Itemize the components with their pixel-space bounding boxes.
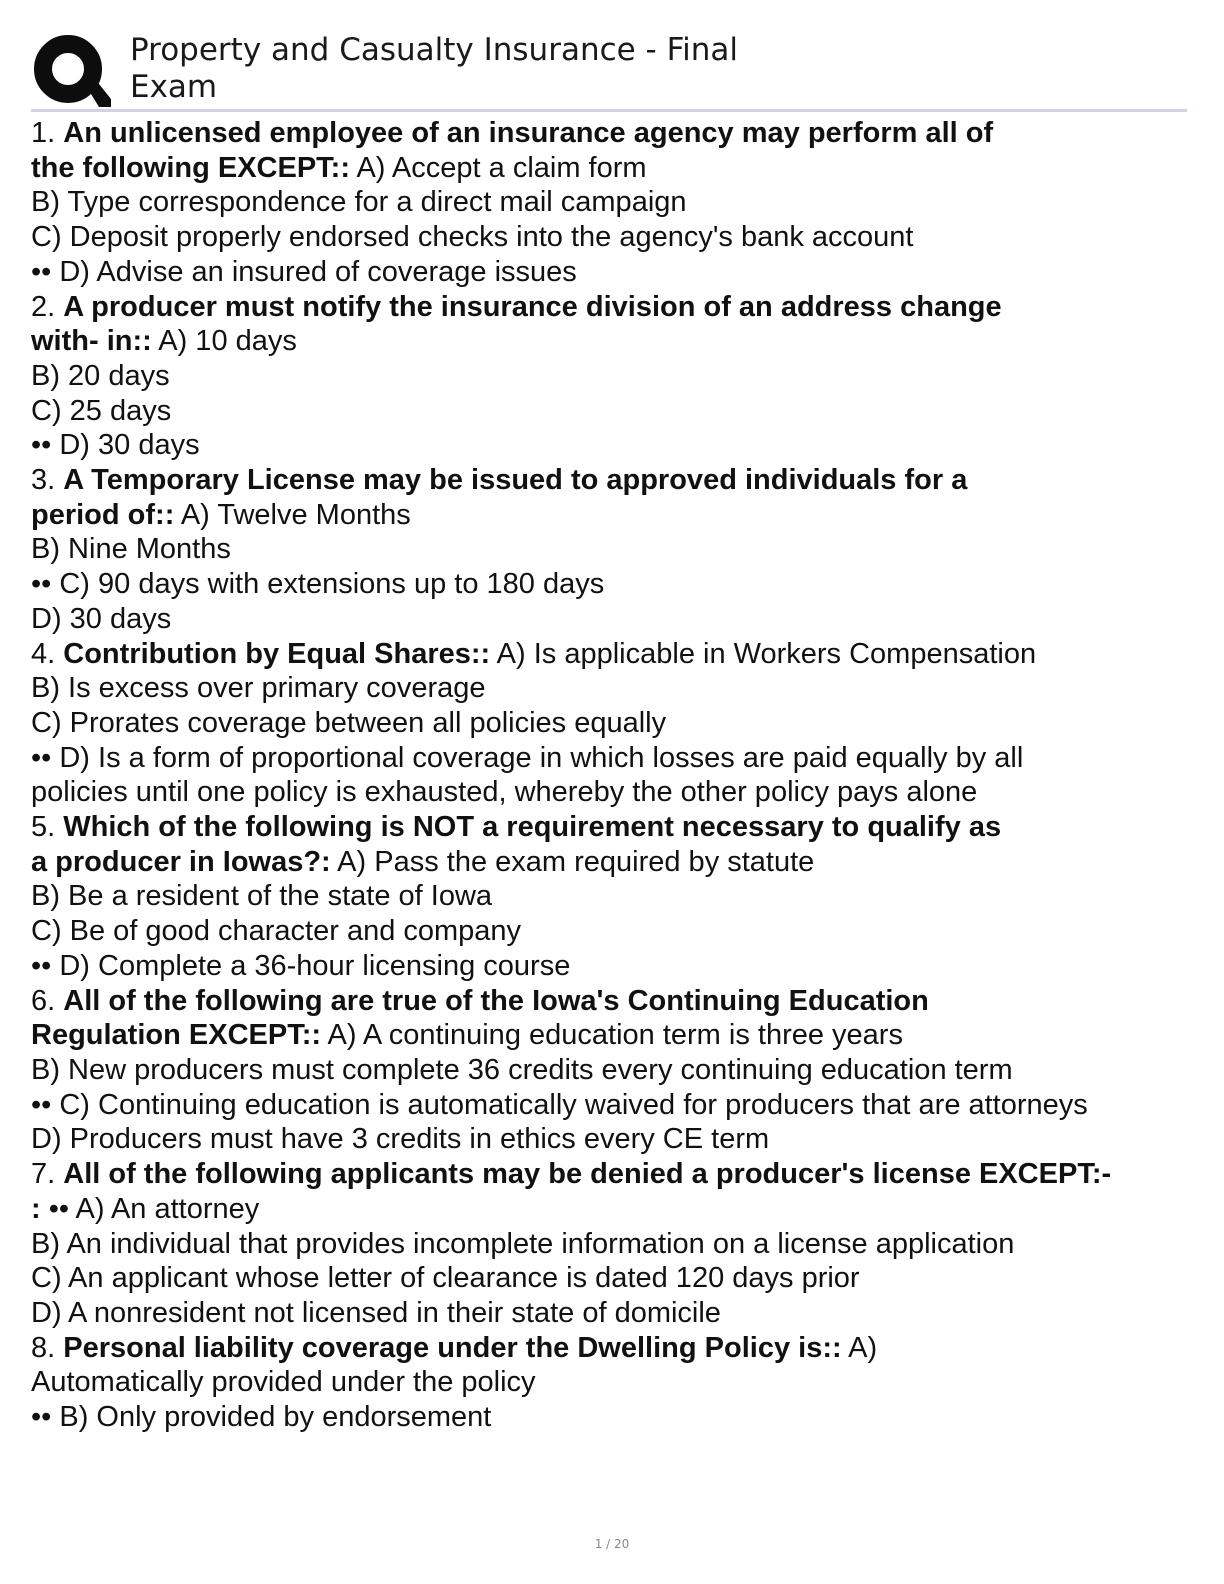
- question-text: Regulation EXCEPT::: [31, 1019, 322, 1052]
- answer-text: C) 25 days: [31, 394, 172, 427]
- text-line: [31, 567, 1206, 602]
- text-line: [31, 1157, 1206, 1192]
- answer-text: C) Be of good character and company: [31, 915, 522, 948]
- text-line: [31, 1365, 1206, 1400]
- question-number: 7.: [31, 1158, 64, 1191]
- question-number: 3.: [31, 464, 64, 497]
- title-line-2: Exam: [130, 69, 218, 105]
- title-line-1: Property and Casualty Insurance - Final: [130, 32, 739, 68]
- text-line: [31, 116, 1206, 151]
- text-line: [31, 1261, 1206, 1296]
- answer-text: B) Nine Months: [31, 533, 231, 566]
- question-number: 6.: [31, 984, 64, 1017]
- question-text: A producer must notify the insurance division of an address change: [63, 290, 1002, 323]
- answer-text: A): [841, 1331, 878, 1364]
- answer-text: A) 10 days: [151, 325, 297, 358]
- text-line: [31, 185, 1206, 220]
- text-line: [31, 671, 1206, 706]
- text-line: [31, 1331, 1206, 1366]
- quizlet-logo-icon: [31, 33, 111, 109]
- text-line: [31, 255, 1206, 290]
- text-line: [31, 879, 1206, 914]
- answer-text: A) Accept a claim form: [350, 151, 647, 184]
- text-line: [31, 984, 1206, 1019]
- text-line: [31, 706, 1206, 741]
- question-text: All of the following applicants may be denied a producer's license EXCEPT:-: [63, 1158, 1112, 1191]
- answer-text: A) Is applicable in Workers Compensation: [490, 637, 1037, 670]
- text-line: [31, 775, 1206, 810]
- text-line: [31, 1018, 1206, 1053]
- question-number: 5.: [31, 811, 64, 844]
- question-text: period of::: [31, 498, 175, 531]
- answer-text: D) Producers must have 3 credits in ethics every CE term: [31, 1123, 770, 1156]
- page-number: 1 / 20: [594, 1537, 630, 1551]
- text-line: [31, 532, 1206, 567]
- answer-text: A) Twelve Months: [174, 498, 411, 531]
- header-divider: [31, 109, 1187, 112]
- answer-text: A) Pass the exam required by statute: [330, 845, 815, 878]
- answer-text: B) Is excess over primary coverage: [31, 672, 486, 705]
- text-line: [31, 845, 1206, 880]
- text-line: [31, 1227, 1206, 1262]
- answer-text: B) Be a resident of the state of Iowa: [31, 880, 493, 913]
- answer-text: C) Deposit properly endorsed checks into the agency's bank account: [31, 221, 914, 254]
- answer-text: Automatically provided under the policy: [31, 1366, 536, 1399]
- question-text: A Temporary License may be issued to approved individuals for a: [63, 464, 968, 497]
- text-line: [31, 394, 1206, 429]
- text-line: [31, 1192, 1206, 1227]
- question-number: 1.: [31, 117, 64, 149]
- question-text: :: [31, 1192, 41, 1225]
- text-line: [31, 602, 1206, 637]
- answer-text: •• C) 90 days with extensions up to 180 days: [31, 568, 605, 601]
- answer-text: D) A nonresident not licensed in their state of domicile: [31, 1296, 721, 1329]
- text-line: [31, 498, 1206, 533]
- text-line: [31, 1296, 1206, 1331]
- answer-text: •• D) Advise an insured of coverage issues: [31, 255, 577, 288]
- text-line: [31, 324, 1206, 359]
- answer-text: B) Type correspondence for a direct mail campaign: [31, 186, 687, 219]
- question-text: with- in::: [31, 325, 152, 358]
- text-line: [31, 741, 1206, 776]
- answer-text: C) An applicant whose letter of clearance is dated 120 days prior: [31, 1262, 860, 1295]
- answer-text: B) New producers must complete 36 credits every continuing education term: [31, 1053, 1013, 1086]
- text-line: [31, 810, 1206, 845]
- answer-text: •• D) 30 days: [31, 429, 200, 462]
- text-line: [31, 1088, 1206, 1123]
- text-line: [31, 914, 1206, 949]
- text-line: [31, 359, 1206, 394]
- question-text: All of the following are true of the Iowa's Continuing Education: [63, 984, 929, 1017]
- text-line: [31, 637, 1206, 672]
- question-number: 4.: [31, 637, 64, 670]
- answer-text: •• D) Is a form of proportional coverage in which losses are paid equally by all: [31, 741, 1024, 774]
- answer-text: •• B) Only provided by endorsement: [31, 1401, 492, 1434]
- text-line: [31, 1053, 1206, 1088]
- text-line: [31, 463, 1206, 498]
- question-number: 2.: [31, 290, 64, 323]
- answer-text: D) 30 days: [31, 602, 172, 635]
- exam-questions: [31, 116, 1206, 1435]
- question-text: Which of the following is NOT a requirement necessary to qualify as: [63, 811, 1002, 844]
- answer-text: •• A) An attorney: [40, 1192, 260, 1225]
- text-line: [31, 151, 1206, 186]
- text-line: [31, 1122, 1206, 1157]
- answer-text: A) A continuing education term is three years: [321, 1019, 903, 1052]
- question-text: the following EXCEPT::: [31, 151, 350, 184]
- answer-text: •• C) Continuing education is automatically waived for producers that are attorneys: [31, 1088, 1088, 1121]
- question-text: a producer in Iowas?:: [31, 845, 331, 878]
- answer-text: •• D) Complete a 36-hour licensing course: [31, 949, 571, 982]
- answer-text: B) An individual that provides incomplete information on a license application: [31, 1227, 1015, 1260]
- text-line: [31, 220, 1206, 255]
- question-text: Personal liability coverage under the Dwelling Policy is::: [63, 1331, 842, 1364]
- question-text: An unlicensed employee of an insurance agency may perform all of: [63, 117, 994, 149]
- answer-text: policies until one policy is exhausted, whereby the other policy pays alone: [31, 776, 978, 809]
- page-title: [130, 32, 830, 106]
- question-text: Contribution by Equal Shares::: [63, 637, 491, 670]
- answer-text: C) Prorates coverage between all policies equally: [31, 706, 667, 739]
- text-line: [31, 428, 1206, 463]
- text-line: [31, 949, 1206, 984]
- question-number: 8.: [31, 1331, 64, 1364]
- text-line: [31, 1400, 1206, 1435]
- text-line: [31, 290, 1206, 325]
- answer-text: B) 20 days: [31, 359, 170, 392]
